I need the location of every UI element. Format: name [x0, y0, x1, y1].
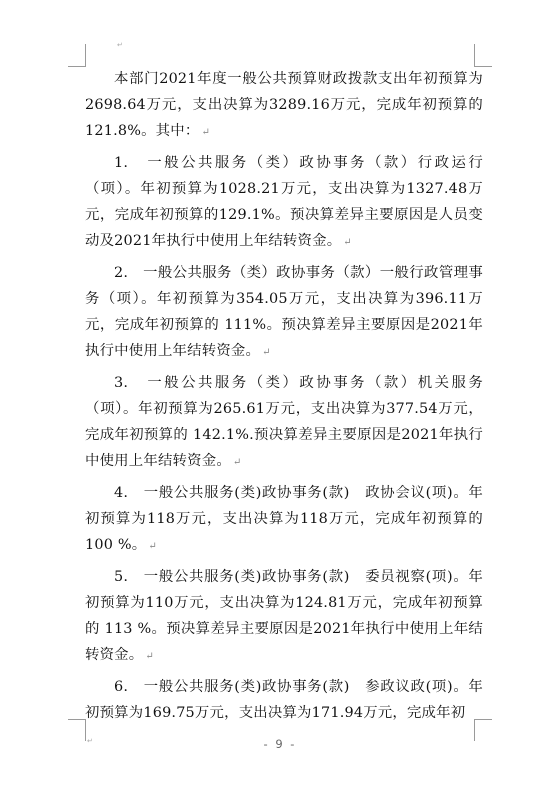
paragraph — [85, 260, 483, 366]
paragraph-text: 3. 一般公共服务（类）政协事务（款）机关服务（项）。年初预算为265.61万元，支出决算为377.54万元，完成年初预算的 142.1%.预决算差异主要原因是2021年执行中使用上年结转资金。 — [85, 375, 483, 469]
paragraph-text: 1. 一般公共服务（类）政协事务（款）行政运行（项）。年初预算为1028.21万元，支出决算为1327.48万元，完成年初预算的129.1%。预决算差异主要原因是人员变动及2021年执行中使用上年结转资金。 — [85, 155, 483, 249]
paragraph-mark-icon: ↵ — [117, 41, 123, 49]
paragraph-text: 本部门2021年度一般公共预算财政拨款支出年初预算为2698.64万元，支出决算为3289.16万元，完成年初预算的121.8%。其中： — [85, 71, 483, 139]
paragraph-text: 6. 一般公共服务(类)政协事务(款) 参政议政(项)。年初预算为169.75万元，支出决算为171.94万元，完成年初 — [85, 679, 483, 721]
paragraph-text: 2. 一般公共服务（类）政协事务（款）一般行政管理事务（项）。年初预算为354.05万元，支出决算为396.11万元，完成年初预算的 111%。预决算差异主要原因是2021年执行中使用上年结转资金。 — [85, 265, 483, 359]
page-number: - 9 - — [263, 737, 297, 751]
paragraph — [85, 66, 483, 146]
paragraph — [85, 674, 483, 728]
paragraph-mark-icon: ↵ — [232, 457, 242, 468]
paragraph-mark-icon: ↵ — [201, 127, 211, 138]
paragraph-mark-icon: ↵ — [262, 347, 271, 358]
paragraph-mark-icon: ↵ — [343, 237, 352, 248]
paragraph-text: 4. 一般公共服务(类)政协事务(款) 政协会议(项)。年初预算为118万元，支出决算为118万元，完成年初预算的100 %。 — [85, 485, 483, 553]
paragraph-mark-icon: ↵ — [148, 541, 157, 552]
paragraph-text: 5. 一般公共服务(类)政协事务(款) 委员视察(项)。年初预算为110万元，支出决算为124.81万元，完成年初预算的 113 %。预决算差异主要原因是2021年执行中使用上年结转资金。 — [85, 569, 483, 663]
paragraph — [85, 370, 483, 476]
paragraph — [85, 480, 483, 560]
paragraph — [85, 150, 483, 256]
paragraph-mark-icon: ↵ — [87, 737, 93, 745]
paragraph — [85, 564, 483, 670]
body-text — [85, 66, 483, 732]
paragraph-mark-icon: ↵ — [145, 651, 154, 662]
